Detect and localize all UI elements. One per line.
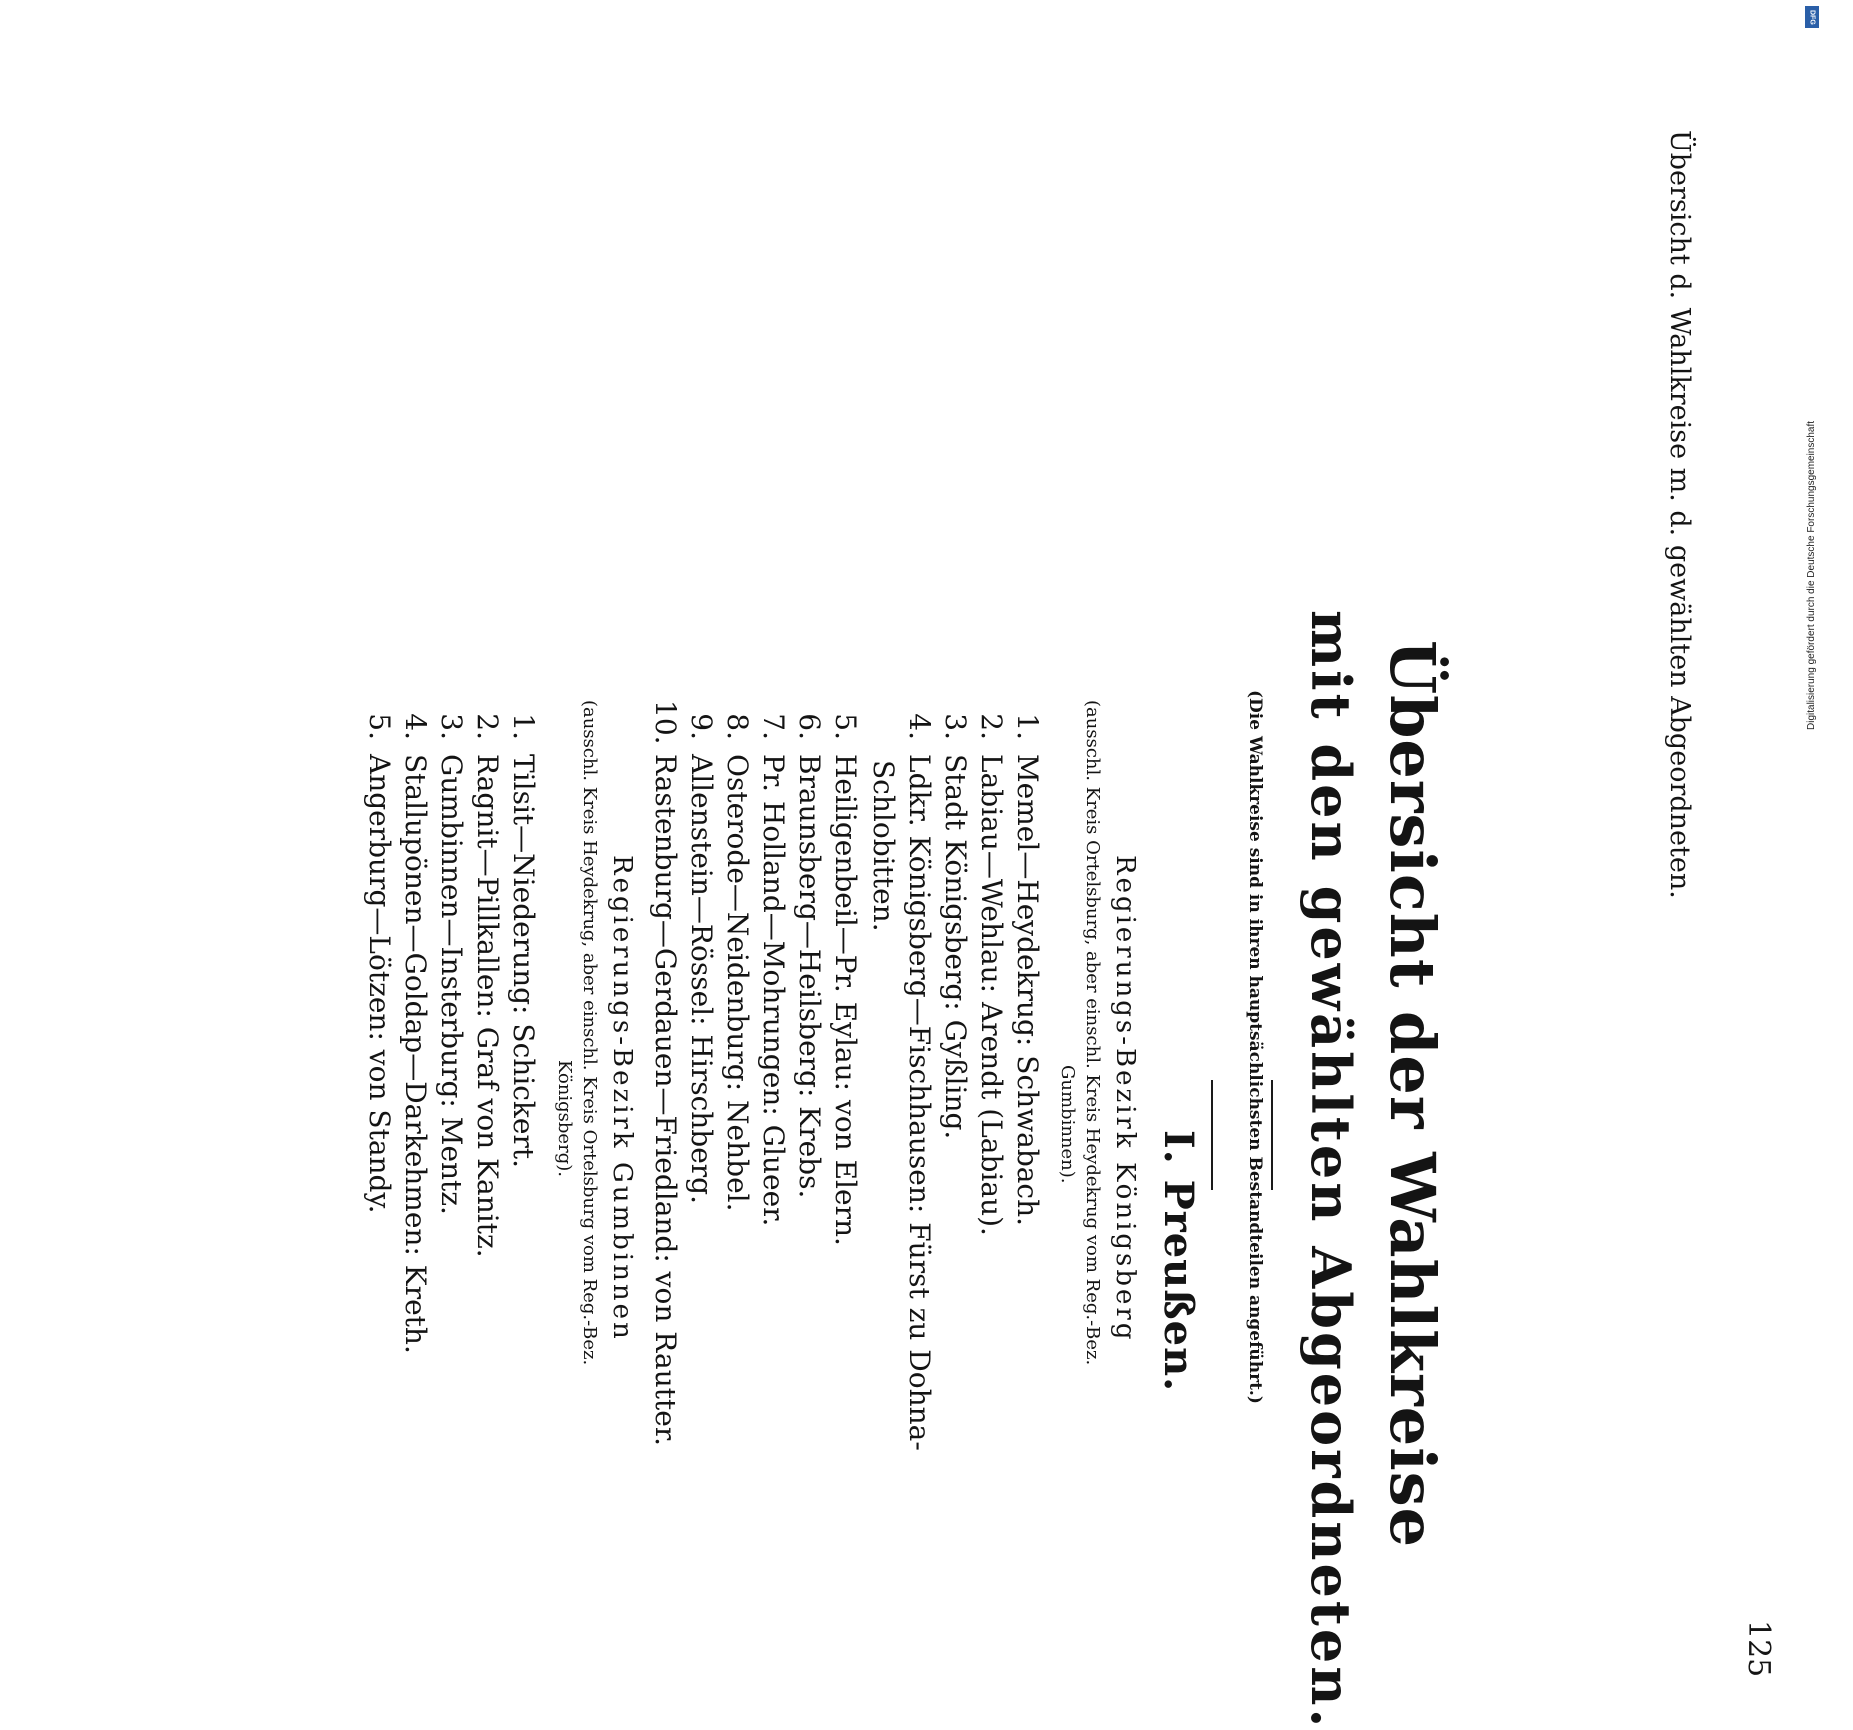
item-text: Braunsberg—Heilsberg: Krebs. xyxy=(793,754,826,1199)
item-number: 3. xyxy=(939,713,972,740)
item-number: 4. xyxy=(399,713,432,740)
list-item xyxy=(721,700,754,1212)
item-number: 8. xyxy=(721,713,754,740)
item-text: Ldkr. Königsberg—Fischhausen: Fürst zu Dohna- xyxy=(903,754,936,1451)
credit-text: Digitalisierung gefördert durch die Deutsche Forschungsgemeinschaft xyxy=(1806,420,1817,730)
list-item xyxy=(903,700,936,1451)
item-text: Schlobitten. xyxy=(867,760,900,932)
district-heading: Regierungs-Bezirk Königsberg xyxy=(1110,855,1140,1343)
list-item xyxy=(435,700,468,1215)
list-item xyxy=(975,700,1008,1236)
item-text: Gumbinnen—Insterburg: Mentz. xyxy=(435,754,468,1215)
item-number: 1. xyxy=(1011,713,1044,740)
item-text: Heiligenbeil—Pr. Eylau: von Elern. xyxy=(829,754,862,1246)
item-number: 2. xyxy=(975,713,1008,740)
item-text: Memel—Heydekrug: Schwabach. xyxy=(1011,754,1044,1227)
item-number: 2. xyxy=(471,713,504,740)
list-item xyxy=(867,760,900,932)
list-item xyxy=(471,700,504,1258)
page-number: 125 xyxy=(1741,1620,1776,1678)
item-number: 10. xyxy=(649,700,682,745)
item-text: Rastenburg—Gerdauen—Friedland: von Rautter. xyxy=(649,754,682,1447)
list-item xyxy=(507,700,540,1168)
item-text: Osterode—Neidenburg: Nehbel. xyxy=(721,754,754,1212)
item-text: Stallupönen—Goldap—Darkehmen: Kreth. xyxy=(399,754,432,1354)
section-title: I. Preußen. xyxy=(1155,1130,1202,1393)
district-note: Königsberg). xyxy=(554,1060,575,1177)
list-item xyxy=(1011,700,1044,1227)
divider-rule xyxy=(1211,1080,1213,1190)
list-item xyxy=(939,700,972,1140)
district-heading: Regierungs-Bezirk Gumbinnen xyxy=(607,855,637,1342)
item-number: 6. xyxy=(793,713,826,740)
item-number: 5. xyxy=(829,713,862,740)
list-item xyxy=(399,700,432,1354)
item-text: Ragnit—Pillkallen: Graf von Kanitz. xyxy=(471,754,504,1258)
item-text: Angerburg—Lötzen: von Standy. xyxy=(363,754,396,1214)
dfg-logo-icon: DFG xyxy=(1805,6,1819,28)
item-number: 7. xyxy=(757,713,790,740)
item-text: Tilsit—Niederung: Schickert. xyxy=(507,754,540,1168)
list-item xyxy=(757,700,790,1227)
item-text: Pr. Holland—Mohrungen: Glueer. xyxy=(757,754,790,1227)
page-title: Übersicht der Wahlkreise xyxy=(1376,640,1449,1549)
list-item xyxy=(793,700,826,1199)
digitization-credit xyxy=(1806,30,1826,730)
district-note: Gumbinnen). xyxy=(1057,1065,1078,1184)
item-text: Stadt Königsberg: Gyßling. xyxy=(939,754,972,1140)
district-note: (ausschl. Kreis Ortelsburg, aber einschl. Kreis Heydekrug vom Reg.-Bez. xyxy=(1082,700,1103,1366)
item-number: 5. xyxy=(363,713,396,740)
item-text: Allenstein—Rössel: Hirschberg. xyxy=(685,754,718,1204)
running-header: Übersicht d. Wahlkreise m. d. gewählten Abgeordneten. xyxy=(1664,130,1695,899)
item-number: 9. xyxy=(685,713,718,740)
intro-note: (Die Wahlkreise sind in ihren hauptsächlichsten Bestandteilen angeführt.) xyxy=(1245,690,1265,1404)
item-number: 4. xyxy=(903,713,936,740)
list-item xyxy=(685,700,718,1204)
item-text: Labiau—Wehlau: Arendt (Labiau). xyxy=(975,754,1008,1236)
item-number: 1. xyxy=(507,713,540,740)
district-note: (ausschl. Kreis Heydekrug, aber einschl. Kreis Ortelsburg vom Reg.-Bez. xyxy=(579,700,600,1366)
list-item xyxy=(649,700,682,1447)
list-item xyxy=(363,700,396,1214)
divider-rule xyxy=(1271,1080,1273,1190)
list-item xyxy=(829,700,862,1246)
item-number: 3. xyxy=(435,713,468,740)
page-subtitle: mit den gewählten Abgeordneten. xyxy=(1299,610,1363,1730)
